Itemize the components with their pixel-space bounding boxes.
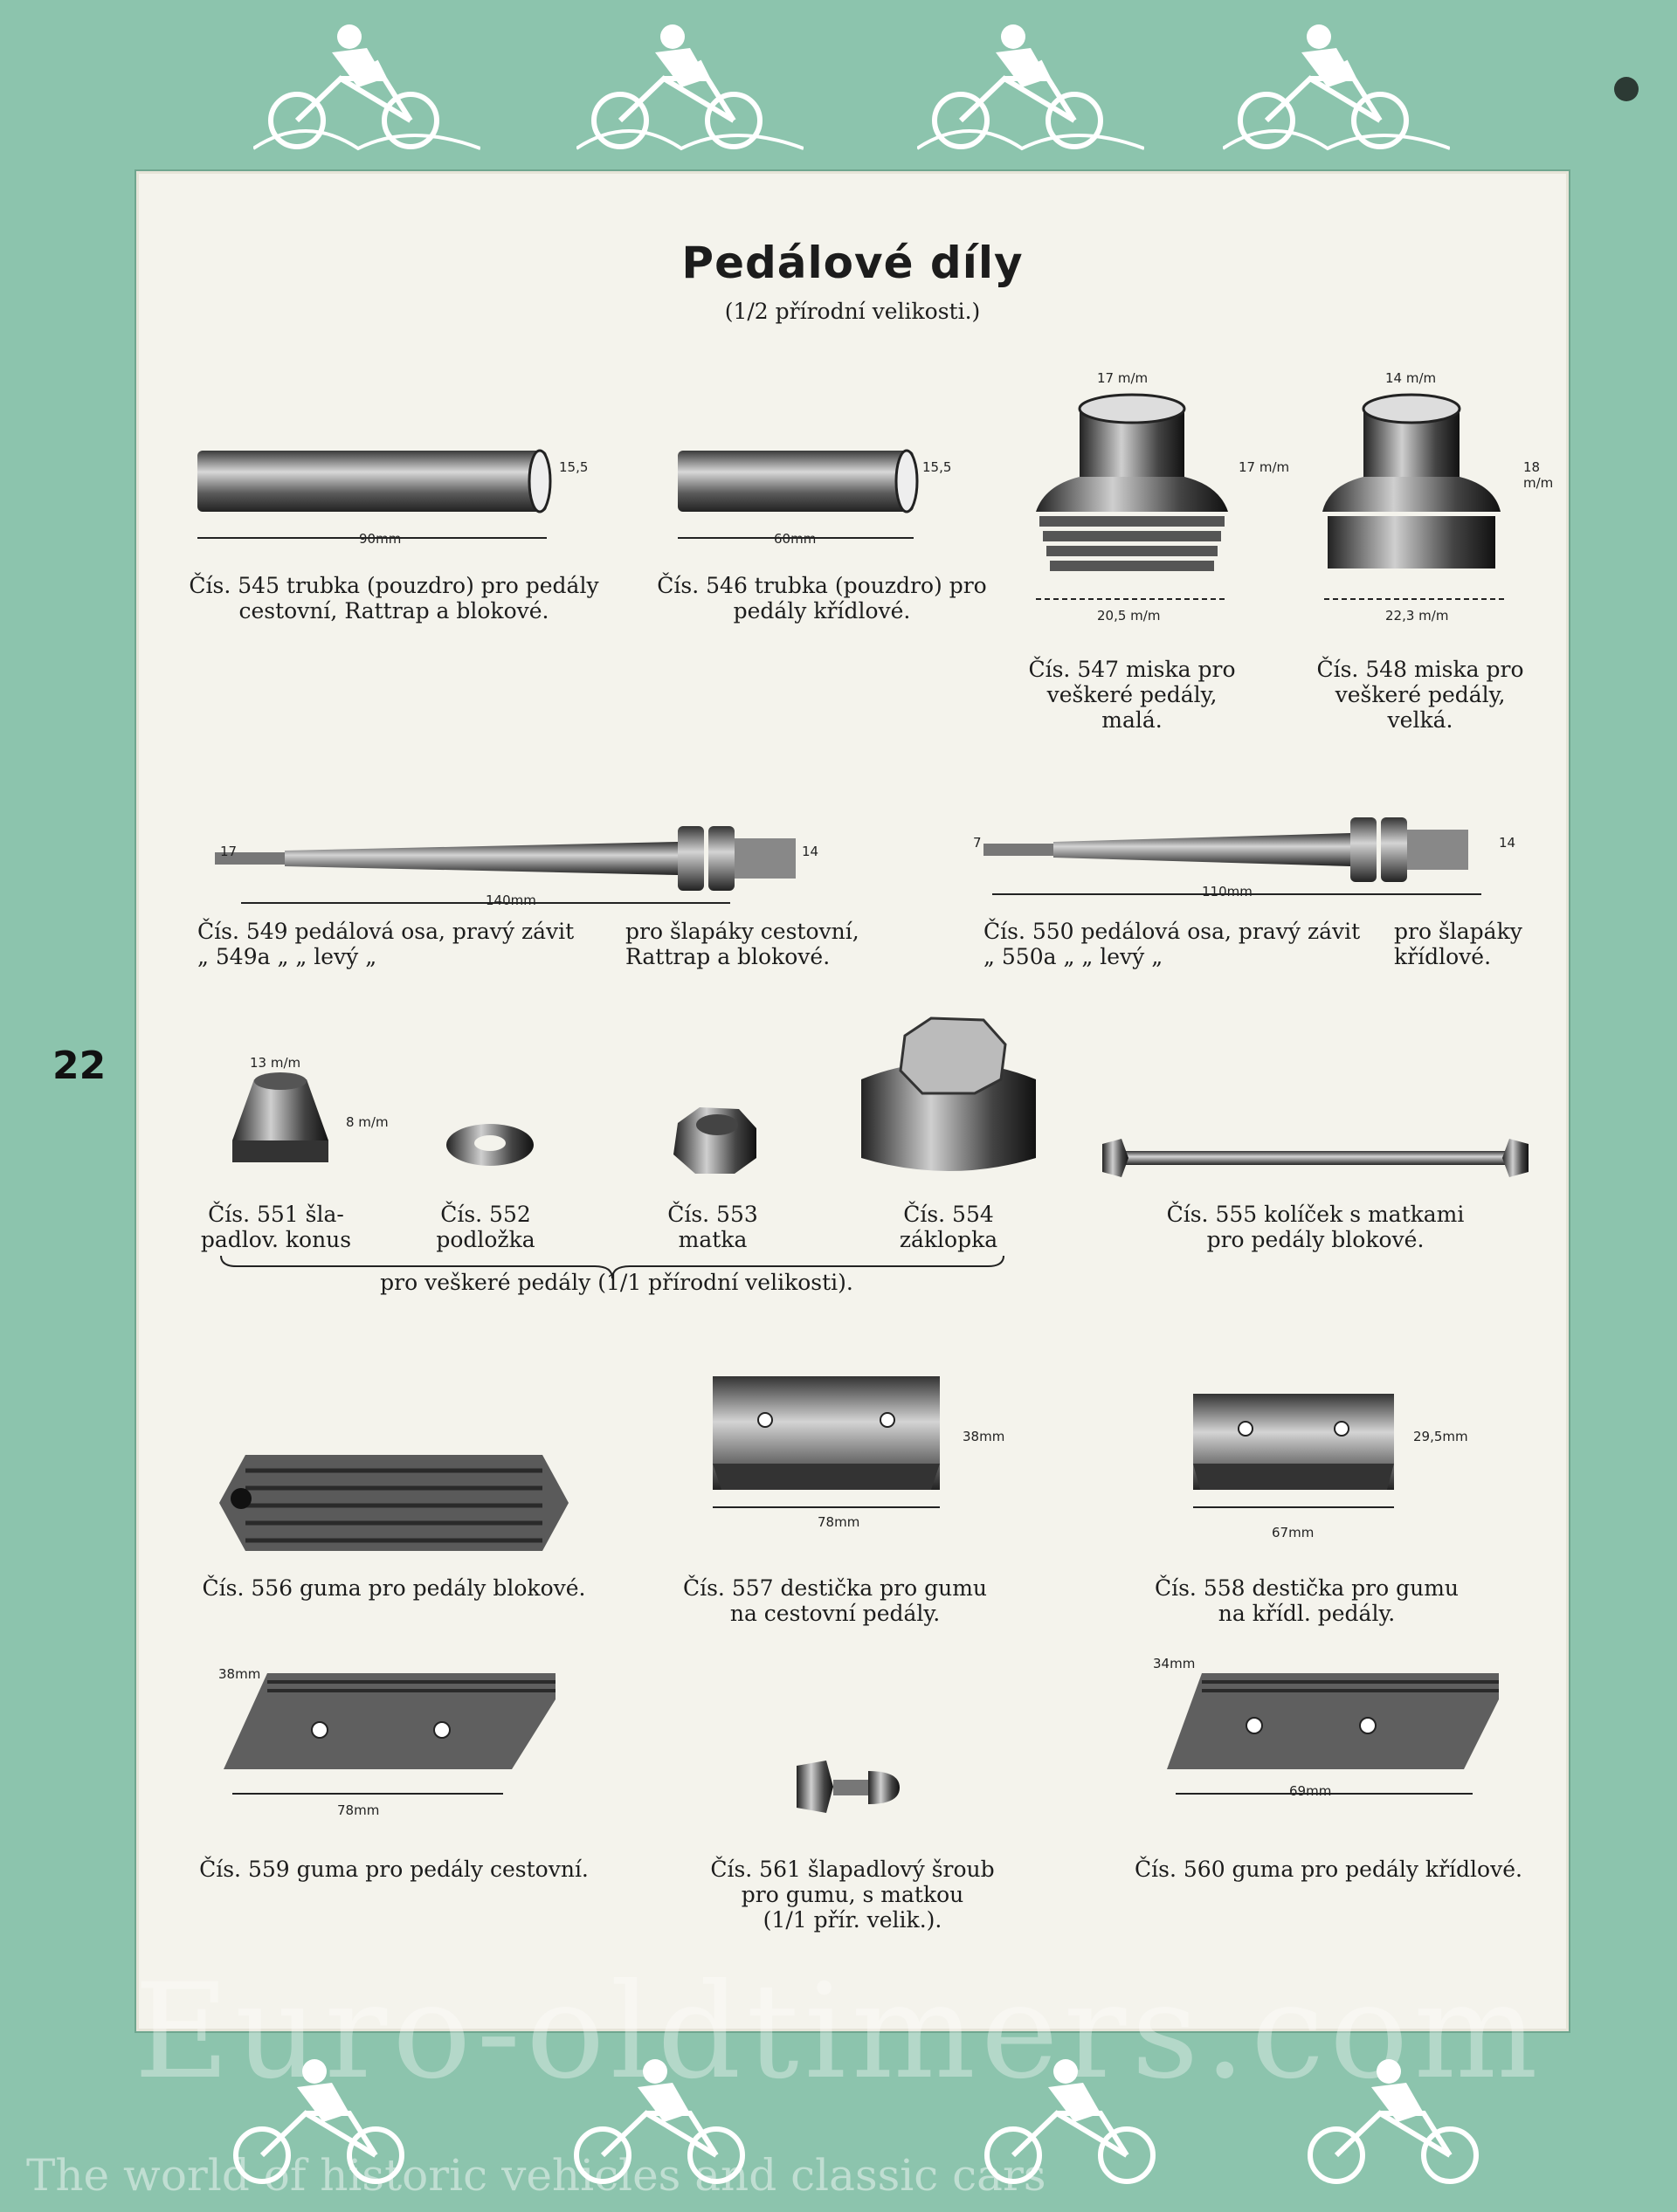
part-556-rubber-drawing	[210, 1437, 577, 1568]
caption-551: Čís. 551 šla- padlov. konus	[200, 1202, 352, 1252]
watermark-subtitle: The world of historic vehicles and classic cars	[26, 2150, 1046, 2201]
catalog-panel	[136, 171, 1569, 2031]
caption-558: Čís. 558 destička pro gumu na křídl. pedály.	[1154, 1575, 1460, 1626]
dim-549-thread: 17	[220, 844, 238, 859]
part-561-screw-drawing	[791, 1752, 905, 1822]
dim-547-height: 17 m/m	[1239, 459, 1290, 475]
caption-561: Čís. 561 šlapadlový šroub pro gumu, s matkou (1/1 přír. velik.).	[710, 1857, 995, 1933]
caption-548: Čís. 548 miska pro veškeré pedály, velká.	[1316, 657, 1524, 733]
caption-545: Čís. 545 trubka (pouzdro) pro pedály cestovní, Rattrap a blokové.	[189, 573, 599, 624]
caption-555: Čís. 555 kolíček s matkami pro pedály blokové.	[1166, 1202, 1465, 1252]
caption-557: Čís. 557 destička pro gumu na cestovní pedály.	[682, 1575, 988, 1626]
cyclist-illustration-icon	[1223, 17, 1450, 157]
dim-548-height: 18 m/m	[1523, 459, 1554, 491]
caption-552: Čís. 552 podložka	[436, 1202, 535, 1252]
caption-554: Čís. 554 záklopka	[899, 1202, 998, 1252]
dim-560-height: 34mm	[1153, 1656, 1196, 1671]
group-note: pro veškeré pedály (1/1 přírodní velikosti).	[380, 1270, 853, 1295]
part-547-cup-drawing	[1027, 389, 1237, 617]
page-number: 22	[52, 1044, 107, 1088]
dim-550-thread: 7	[973, 835, 982, 851]
caption-549-brace: pro šlapáky cestovní, Rattrap a blokové.	[625, 919, 859, 969]
dim-545-diameter: 15,5	[559, 459, 589, 475]
dim-547-bottom: 20,5 m/m	[1097, 608, 1161, 624]
dim-546-length: 60mm	[774, 531, 817, 547]
caption-550-brace: pro šlapáky křídlové.	[1394, 919, 1522, 969]
top-decorative-band	[0, 0, 1677, 166]
part-559-rubber-drawing	[206, 1647, 573, 1813]
dim-551-height: 8 m/m	[346, 1114, 389, 1130]
caption-546: Čís. 546 trubka (pouzdro) pro pedály křídlové.	[657, 573, 987, 624]
dim-557-height: 38mm	[963, 1429, 1005, 1444]
caption-549: Čís. 549 pedálová osa, pravý závit „ 549a „ „ levý „	[197, 919, 575, 969]
cyclist-illustration-icon	[917, 17, 1144, 157]
dim-548-bottom: 22,3 m/m	[1385, 608, 1449, 624]
caption-553: Čís. 553 matka	[667, 1202, 758, 1252]
part-560-rubber-drawing	[1149, 1656, 1525, 1813]
part-553-nut-drawing	[660, 1097, 765, 1184]
dim-549-end: 14	[802, 844, 819, 859]
dim-548-top: 14 m/m	[1385, 370, 1437, 386]
cyclist-illustration-icon	[576, 17, 804, 157]
dim-558-height: 29,5mm	[1413, 1429, 1468, 1444]
cyclist-illustration-icon	[253, 17, 480, 157]
part-551-cone-drawing	[215, 1062, 346, 1175]
dim-551-width: 13 m/m	[250, 1055, 301, 1071]
caption-556: Čís. 556 guma pro pedály blokové.	[202, 1575, 586, 1601]
part-555-pin-drawing	[1097, 1132, 1534, 1184]
dim-550-length: 110mm	[1202, 884, 1253, 899]
caption-550: Čís. 550 pedálová osa, pravý závit „ 550a „ „ levý „	[983, 919, 1361, 969]
dim-546-diameter: 15,5	[922, 459, 952, 475]
dim-549-length: 140mm	[486, 892, 536, 908]
part-557-plate-drawing	[704, 1359, 957, 1516]
dim-558-width: 67mm	[1272, 1525, 1315, 1540]
caption-560: Čís. 560 guma pro pedály křídlové.	[1135, 1857, 1522, 1882]
page-subtitle: (1/2 přírodní velikosti.)	[724, 299, 981, 324]
dim-560-width: 69mm	[1289, 1783, 1332, 1799]
dim-559-height: 38mm	[218, 1666, 261, 1682]
part-552-washer-drawing	[442, 1114, 538, 1175]
watermark: Euro-oldtimers.com	[134, 1956, 1543, 2108]
dim-550-end: 14	[1499, 835, 1516, 851]
caption-547: Čís. 547 miska pro veškeré pedály, malá.	[1028, 657, 1236, 733]
dim-557-width: 78mm	[818, 1514, 860, 1530]
dim-545-length: 90mm	[359, 531, 402, 547]
part-554-dust-cap-drawing	[852, 1010, 1045, 1184]
part-558-plate-drawing	[1184, 1376, 1411, 1525]
punch-hole	[1614, 77, 1639, 101]
caption-559: Čís. 559 guma pro pedály cestovní.	[199, 1857, 589, 1882]
part-548-cup-drawing	[1315, 389, 1516, 617]
dim-547-top: 17 m/m	[1097, 370, 1149, 386]
page-title: Pedálové díly	[681, 238, 1024, 288]
dim-559-width: 78mm	[337, 1802, 380, 1818]
